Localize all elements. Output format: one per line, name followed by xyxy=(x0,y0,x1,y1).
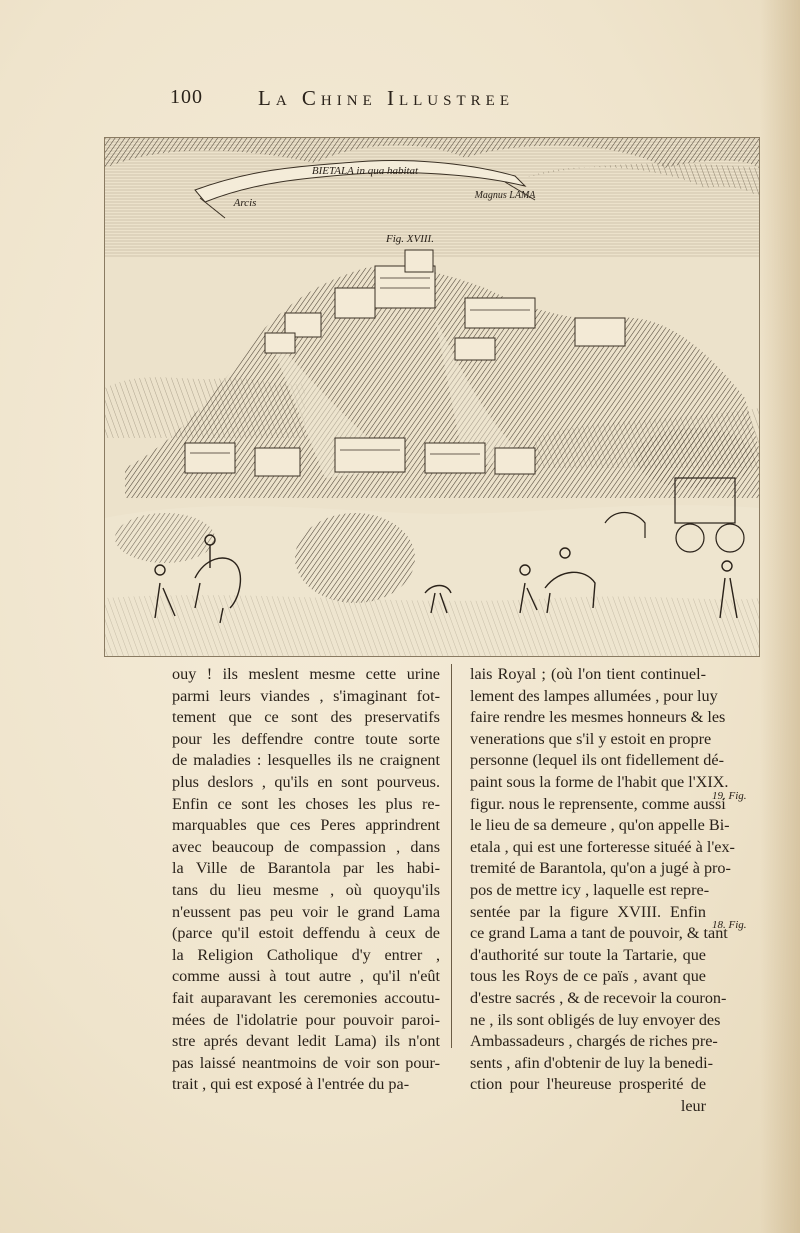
text-line: venerations que s'il y estoit en propre xyxy=(470,729,712,748)
text-line: paint sous la forme de l'habit que l'XIX. xyxy=(470,772,729,791)
text-line: sents , afin d'obtenir de luy la benedi- xyxy=(470,1053,713,1072)
banner-top-text: BIETALA in qua habitat xyxy=(311,165,419,177)
text-line: stre aprés devant ledit Lama) ils n'ont xyxy=(172,1032,440,1051)
text-line: ction pour l'heureuse prosperité de xyxy=(470,1075,706,1094)
text-line: comme aussi à tout autre , qu'il n'eût xyxy=(172,967,440,986)
running-title: La Chine Illustree xyxy=(258,86,514,110)
text-line: d'authorité sur toute la Tartarie, que xyxy=(470,945,706,964)
text-column-left xyxy=(172,664,440,1096)
text-line: ce grand Lama a tant de pouvoir, & tant xyxy=(470,924,728,943)
text-line: tement que ce sont des preservatifs xyxy=(172,708,440,727)
engraving-illustration xyxy=(105,138,759,656)
banner-right-text: Magnus LAMA xyxy=(474,190,536,201)
banner-left-text: Arcis xyxy=(233,197,257,209)
text-line: avec beaucoup de compassion , dans xyxy=(172,837,440,856)
text-line: le lieu de sa demeure , qu'on appelle Bi- xyxy=(470,816,730,835)
page-gutter-shadow xyxy=(760,0,800,1233)
text-line: fait auparavant les ceremonies accoutu- xyxy=(172,988,440,1007)
text-line: mées de l'idolatrie pour pouvoir paroi- xyxy=(172,1010,440,1029)
text-line: tous les Roys de ce païs , avant que xyxy=(470,967,706,986)
text-line: pas laissé neantmoins de voir son pour- xyxy=(172,1053,440,1072)
text-line: sentée par la figure XVIII. Enfin xyxy=(470,902,706,921)
text-line: plus deslors , qu'ils en sont pourveus. xyxy=(172,772,440,791)
text-line: tremité de Barantola, qu'on a jugé à pro- xyxy=(470,859,731,878)
text-line: de maladies : lesquelles ils ne craignent xyxy=(172,751,440,770)
column-divider xyxy=(451,664,452,1048)
text-line: n'eussent pas peu voir le grand Lama xyxy=(172,902,440,921)
text-line: tans du lieu mesme , où quoyqu'ils xyxy=(172,880,440,899)
text-line: personne (lequel ils ont fidellement dé- xyxy=(470,751,724,770)
text-line: parmi leurs viandes , s'imaginant fot- xyxy=(172,686,440,705)
text-line: marquables que ces Peres apprindrent xyxy=(172,816,440,835)
text-line: d'estre sacrés , & de recevoir la couron- xyxy=(470,988,727,1007)
text-line: la Ville de Barantola par les habi- xyxy=(172,859,440,878)
text-line: trait , qui est exposé à l'entrée du pa- xyxy=(172,1075,410,1094)
text-line: etala , qui est une forteresse situéé à l'ex- xyxy=(470,837,735,856)
text-line: lement des lampes allumées , pour luy xyxy=(470,686,718,705)
engraving-plate xyxy=(104,137,760,657)
text-line: pour les deffendre contre toute sorte xyxy=(172,729,440,748)
running-head xyxy=(170,86,610,116)
text-line: (parce qu'il estoit deffendu à ceux de xyxy=(172,924,440,943)
page-number: 100 xyxy=(170,86,203,108)
margin-note-fig-19: 19. Fig. xyxy=(712,790,747,802)
catchword: leur xyxy=(680,1096,706,1115)
text-line: faire rendre les mesmes honneurs & les xyxy=(470,708,726,727)
text-line: lais Royal ; (où l'on tient continuel- xyxy=(470,665,706,683)
text-line: Enfin ce sont les choses les plus re- xyxy=(172,794,440,813)
figure-label: Fig. XVIII. xyxy=(386,233,434,245)
text-line: la Religion Catholique d'y entrer , xyxy=(172,945,440,964)
text-line: Ambassadeurs , chargés de riches pre- xyxy=(470,1032,718,1051)
text-line: ne , ils sont obligés de luy envoyer des xyxy=(470,1010,721,1029)
text-line: figur. nous le reprensente, comme aussi xyxy=(470,794,726,813)
margin-note-fig-18: 18. Fig. xyxy=(712,919,747,931)
text-line: ouy ! ils meslent mesme cette urine xyxy=(172,665,440,683)
text-line: pos de mettre icy , laquelle est repre- xyxy=(470,880,710,899)
